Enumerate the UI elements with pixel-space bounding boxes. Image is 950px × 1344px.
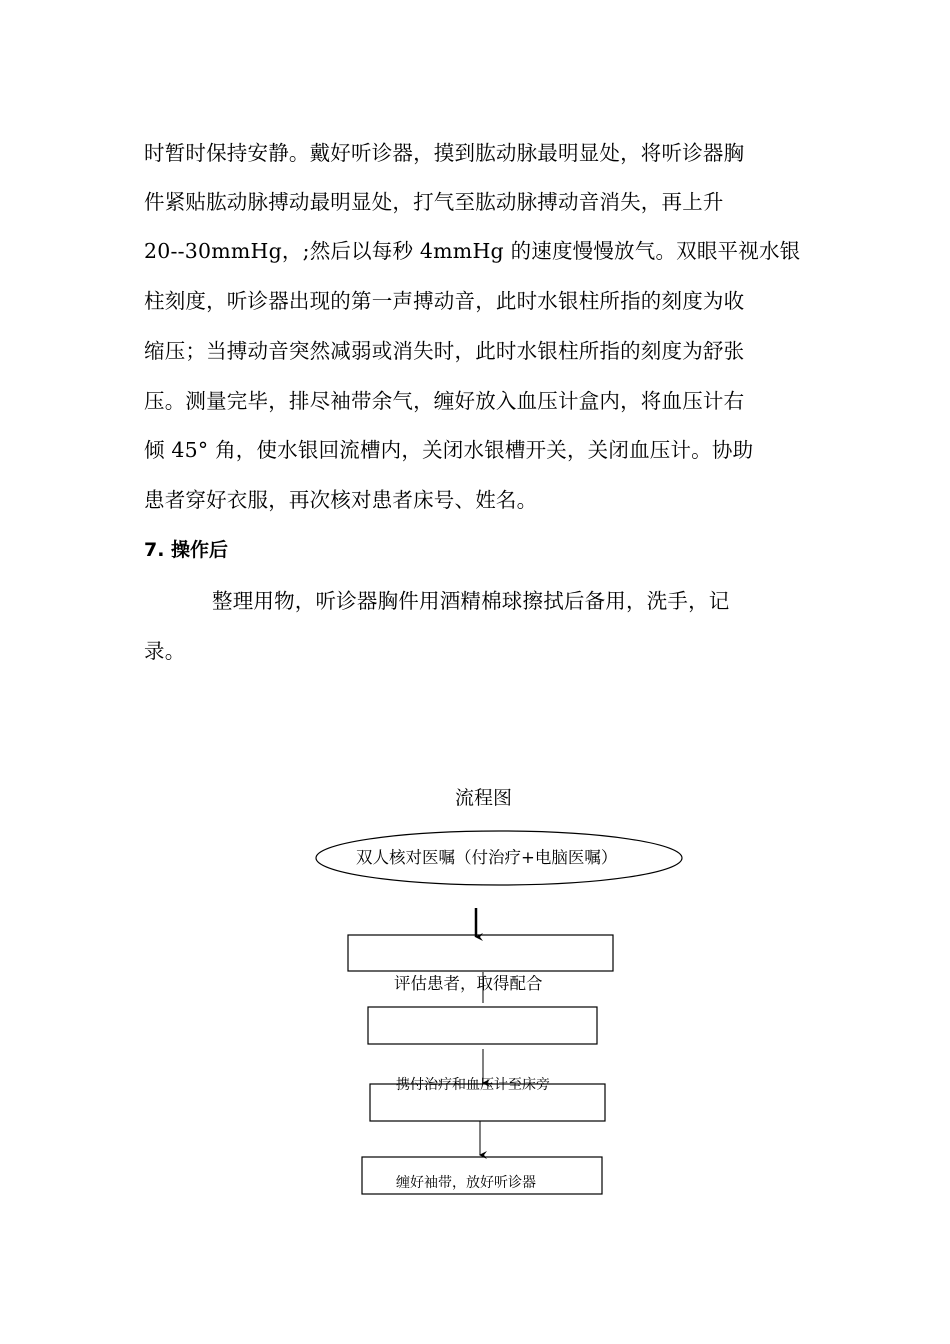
- flowchart-box-2: [368, 1007, 597, 1044]
- body-line-7: 倾 45° 角，使水银回流槽内，关闭水银槽开关，关闭血压计。协助: [144, 438, 754, 462]
- body-line-1: 时暂时保持安静。戴好听诊器，摸到肱动脉最明显处，将听诊器胸: [144, 141, 745, 165]
- flowchart-start-label: 双人核对医嘱（付治疗+电脑医嘱）: [356, 848, 618, 867]
- section-7-line-1: 整理用物，听诊器胸件用酒精棉球擦拭后备用，洗手，记: [212, 589, 730, 613]
- body-line-4: 柱刻度，听诊器出现的第一声搏动音，此时水银柱所指的刻度为收: [144, 289, 745, 313]
- body-line-5: 缩压；当搏动音突然减弱或消失时，此时水银柱所指的刻度为舒张: [144, 339, 745, 363]
- body-line-3: 20--30mmHg，;然后以每秒 4mmHg 的速度慢慢放气。双眼平视水银: [144, 239, 801, 263]
- flowchart-step-3-label: 缠好袖带，放好听诊器: [396, 1175, 536, 1191]
- section-7-line-2: 录。: [144, 639, 186, 663]
- flowchart-step-2-label: 携付治疗和血压计至床旁: [396, 1077, 550, 1093]
- flowchart-box-1: [348, 935, 613, 971]
- body-line-6: 压。测量完毕，排尽袖带余气，缠好放入血压计盒内，将血压计右: [144, 389, 745, 413]
- body-line-8: 患者穿好衣服，再次核对患者床号、姓名。: [144, 488, 538, 512]
- section-7-heading: 7. 操作后: [144, 539, 229, 561]
- flowchart-title: 流程图: [455, 787, 513, 809]
- body-line-2: 件紧贴肱动脉搏动最明显处，打气至肱动脉搏动音消失，再上升: [144, 190, 724, 214]
- flowchart-step-1-label: 评估患者，取得配合: [394, 974, 543, 993]
